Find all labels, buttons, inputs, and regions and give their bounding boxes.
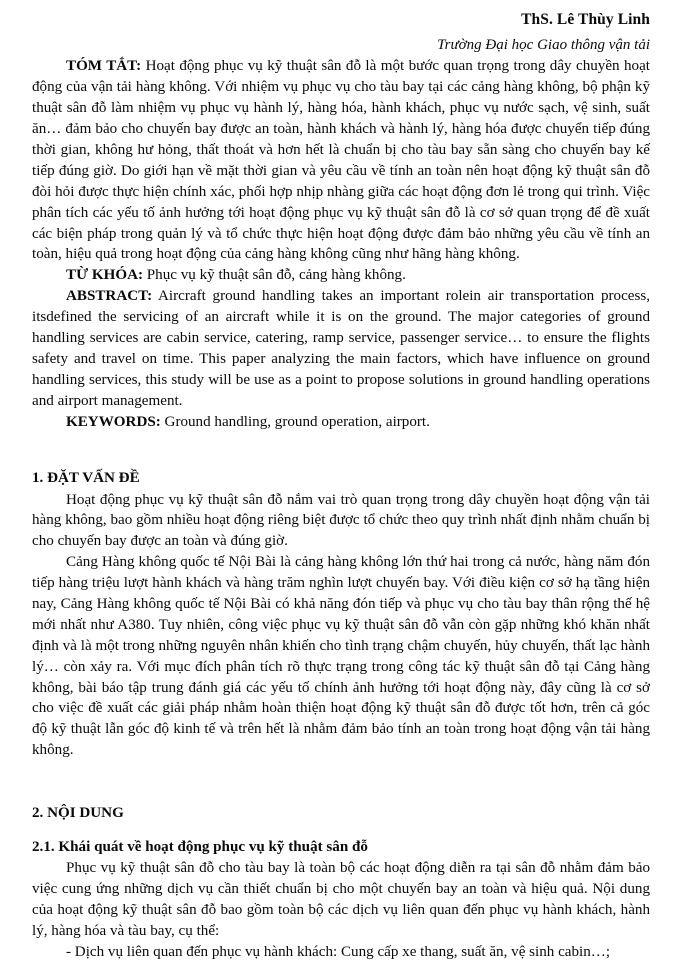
abstract-vietnamese	[32, 56, 650, 265]
section-2-1-bullet-1: - Dịch vụ liên quan đến phục vụ hành khách: Cung cấp xe thang, suất ăn, vệ sinh cabin…;	[66, 943, 611, 960]
author-affiliation: Trường Đại học Giao thông vận tải	[437, 36, 650, 53]
section-1-heading: 1. ĐẶT VẤN ĐỀ	[32, 470, 140, 487]
section-2-1-paragraph: Phục vụ kỹ thuật sân đỗ cho tàu bay là toàn bộ các hoạt động diễn ra tại sân đỗ nhằm đảm bảo việc cung ứng những dịch vụ cần thiết chuẩn bị cho một chuyến bay an toàn và hiệu quả. Nội dung của hoạt động kỹ thuật sân đỗ bao gồm toàn bộ các dịch vụ liên quan đến phục vụ hành khách, hành lý, hàng hóa và tàu bay, cụ thể:	[32, 860, 650, 940]
author-name: ThS. Lê Thùy Linh	[521, 11, 650, 28]
abstract-english-text: Aircraft ground handling takes an important rolein air transportation process, itsdefined the servicing of an aircraft while it is on the ground. The major categories of ground handling services are cabin service, catering, ramp service, passenger service… to ensure the flights safety and travel on time. This paper analyzing the main factors, which have influence on ground handling services, this study will be use as a point to propose solutions in ground handling operations and airport management.	[32, 288, 650, 409]
abstract-vietnamese-text: Hoạt động phục vụ kỹ thuật sân đỗ là một bước quan trọng trong dây chuyền hoạt động của vận tải hàng không. Với nhiệm vụ phục vụ cho tàu bay tại các cảng hàng không, bộ phận kỹ thuật sân đỗ làm nhiệm vụ phục vụ hành lý, hàng hóa, hành khách, phục vụ nước sạch, vệ sinh, suất ăn… đảm bảo cho chuyến bay được an toàn, hành khách và hành lý, hàng hóa được chuyển tiếp đúng thời gian, không hư hỏng, thất thoát và hơn hết là chuẩn bị cho tàu bay sẵn sàng cho chuyến bay kế tiếp đúng giờ. Do giới hạn về mặt thời gian và yêu cầu về tính an toàn nên hoạt động kỹ thuật sân đỗ đòi hỏi được thực hiện chính xác, phối hợp nhịp nhàng giữa các hoạt động đơn lẻ trong qui trình. Việc phân tích các yếu tố ảnh hưởng tới hoạt động phục vụ kỹ thuật sân đỗ là cơ sở quan trọng để đề xuất các biện pháp trong quản lý và tổ chức thực hiện hoạt động được đảm bảo những yêu cầu về tính an toàn, hiệu quả trong hoạt động của cảng hàng không cũng như hãng hàng không.	[32, 58, 651, 263]
keywords-english	[32, 412, 650, 433]
abstract-english	[32, 286, 650, 411]
keywords-vietnamese	[32, 265, 650, 286]
section-1-paragraph-2: Cảng Hàng không quốc tế Nội Bài là cảng hàng không lớn thứ hai trong cả nước, hàng năm đón tiếp hàng triệu lượt hành khách và hàng trăm nghìn lượt chuyến bay. Với điều kiện cơ sở hạ tầng hiện nay, Cảng Hàng không quốc tế Nội Bài có khả năng đón tiếp và phục vụ cho tàu bay thân rộng thế hệ mới nhất như A380. Tuy nhiên, công việc phục vụ kỹ thuật sân đỗ vẫn còn gặp những khó khăn nhất định và là một trong những nguyên nhân khiến cho tình trạng chậm chuyến, hủy chuyến, thất lạc hành lý… còn xảy ra. Với mục đích phân tích rõ thực trạng trong công tác kỹ thuật sân đỗ tại Cảng hàng không, bài báo tập trung đánh giá các yếu tố chính ảnh hưởng tới hoạt động này, đây cũng là cơ sở cho việc đề xuất các giải pháp nhằm hoàn thiện hoạt động kỹ thuật sân đỗ được tốt hơn, trên cả góc độ kỹ thuật lẫn góc độ kinh tế và trên hết là nhằm đảm bảo tính an toàn trong hoạt động vận tải hàng không.	[32, 554, 650, 759]
section-1-paragraph-1: Hoạt động phục vụ kỹ thuật sân đỗ nắm vai trò quan trọng trong dây chuyền hoạt động vận tải hàng không, bao gồm nhiều hoạt động riêng biệt được tổ chức theo quy trình nhất định nhằm chuẩn bị cho chuyến bay được an toàn và đúng giờ.	[32, 491, 650, 550]
keywords-english-label: KEYWORDS:	[66, 413, 161, 430]
keywords-vietnamese-label: TỪ KHÓA:	[66, 267, 144, 284]
abstract-english-label: ABSTRACT:	[66, 288, 153, 305]
section-2-1-heading: 2.1. Khái quát về hoạt động phục vụ kỹ thuật sân đỗ	[32, 839, 368, 856]
keywords-vietnamese-text: Phục vụ kỹ thuật sân đỗ, cảng hàng không.	[143, 267, 406, 284]
page-header	[32, 10, 650, 56]
abstract-vietnamese-label: TÓM TẮT:	[66, 58, 142, 75]
section-2-heading: 2. NỘI DUNG	[32, 805, 124, 822]
keywords-english-text: Ground handling, ground operation, airport.	[160, 413, 430, 430]
